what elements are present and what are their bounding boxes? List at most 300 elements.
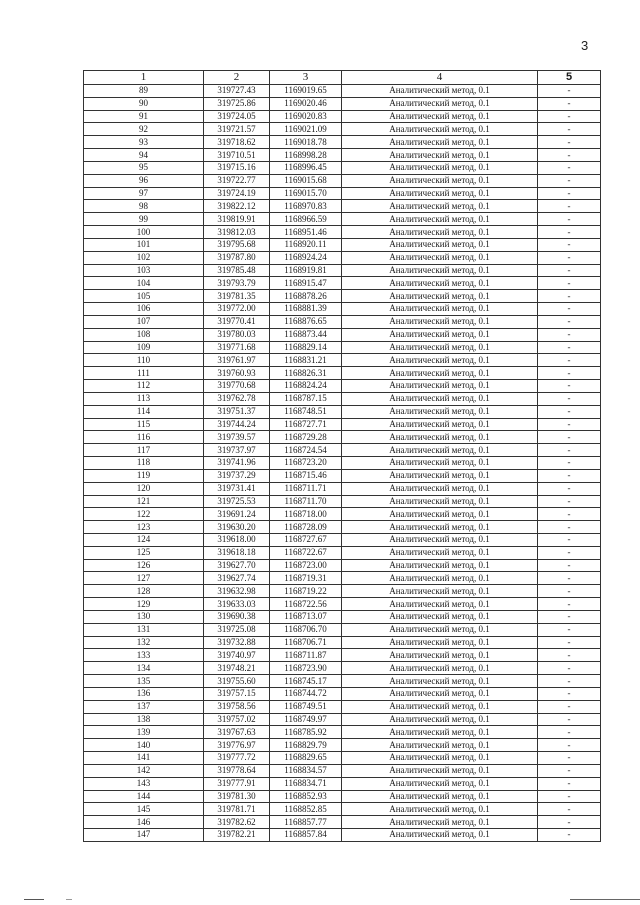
table-row (84, 700, 601, 713)
cell-method: Аналитический метод, 0.1 (342, 97, 538, 110)
cell-method: Аналитический метод, 0.1 (342, 226, 538, 239)
cell-description: - (538, 623, 601, 636)
cell-method: Аналитический метод, 0.1 (342, 739, 538, 752)
cell-description: - (538, 687, 601, 700)
table-body (84, 85, 601, 842)
cell-x: 319761.97 (204, 354, 270, 367)
cell-y: 1168723.00 (270, 559, 342, 572)
cell-method: Аналитический метод, 0.1 (342, 341, 538, 354)
cell-x: 319781.30 (204, 790, 270, 803)
cell-description: - (538, 726, 601, 739)
cell-point-number: 113 (84, 392, 204, 405)
cell-description: - (538, 546, 601, 559)
cell-y: 1169018.78 (270, 136, 342, 149)
cell-y: 1169020.83 (270, 110, 342, 123)
cell-description: - (538, 149, 601, 162)
cell-description: - (538, 367, 601, 380)
cell-point-number: 114 (84, 405, 204, 418)
cell-description: - (538, 533, 601, 546)
cell-y: 1169019.65 (270, 85, 342, 98)
cell-y: 1168728.09 (270, 521, 342, 534)
cell-y: 1168723.90 (270, 662, 342, 675)
page-number: 3 (581, 38, 589, 53)
cell-description: - (538, 290, 601, 303)
cell-description: - (538, 777, 601, 790)
cell-x: 319725.08 (204, 623, 270, 636)
cell-y: 1168951.46 (270, 226, 342, 239)
cell-point-number: 119 (84, 469, 204, 482)
cell-x: 319721.57 (204, 123, 270, 136)
cell-method: Аналитический метод, 0.1 (342, 598, 538, 611)
cell-description: - (538, 649, 601, 662)
cell-point-number: 94 (84, 149, 204, 162)
cell-y: 1168706.70 (270, 623, 342, 636)
table-row (84, 328, 601, 341)
cell-method: Аналитический метод, 0.1 (342, 713, 538, 726)
cell-description: - (538, 521, 601, 534)
cell-description: - (538, 123, 601, 136)
cell-x: 319627.70 (204, 559, 270, 572)
cell-point-number: 100 (84, 226, 204, 239)
table-row (84, 752, 601, 765)
cell-x: 319748.21 (204, 662, 270, 675)
cell-method: Аналитический метод, 0.1 (342, 444, 538, 457)
cell-point-number: 135 (84, 675, 204, 688)
cell-description: - (538, 572, 601, 585)
cell-description: - (538, 200, 601, 213)
cell-description: - (538, 226, 601, 239)
cell-x: 319812.03 (204, 226, 270, 239)
cell-x: 319741.96 (204, 457, 270, 470)
cell-point-number: 92 (84, 123, 204, 136)
cell-y: 1168719.31 (270, 572, 342, 585)
cell-method: Аналитический метод, 0.1 (342, 418, 538, 431)
cell-description: - (538, 303, 601, 316)
cell-method: Аналитический метод, 0.1 (342, 623, 538, 636)
cell-x: 319760.93 (204, 367, 270, 380)
cell-description: - (538, 764, 601, 777)
cell-method: Аналитический метод, 0.1 (342, 816, 538, 829)
cell-method: Аналитический метод, 0.1 (342, 354, 538, 367)
cell-method: Аналитический метод, 0.1 (342, 303, 538, 316)
cell-method: Аналитический метод, 0.1 (342, 136, 538, 149)
cell-method: Аналитический метод, 0.1 (342, 123, 538, 136)
cell-x: 319710.51 (204, 149, 270, 162)
cell-x: 319727.43 (204, 85, 270, 98)
cell-description: - (538, 675, 601, 688)
cell-y: 1169015.68 (270, 174, 342, 187)
cell-y: 1168718.00 (270, 508, 342, 521)
cell-point-number: 124 (84, 533, 204, 546)
cell-method: Аналитический метод, 0.1 (342, 675, 538, 688)
cell-x: 319737.29 (204, 469, 270, 482)
cell-x: 319777.91 (204, 777, 270, 790)
cell-point-number: 125 (84, 546, 204, 559)
table-row (84, 585, 601, 598)
cell-description: - (538, 315, 601, 328)
cell-method: Аналитический метод, 0.1 (342, 110, 538, 123)
table-row (84, 431, 601, 444)
table-row (84, 315, 601, 328)
cell-description: - (538, 482, 601, 495)
cell-point-number: 133 (84, 649, 204, 662)
table-row (84, 662, 601, 675)
cell-y: 1168824.24 (270, 380, 342, 393)
cell-x: 319731.41 (204, 482, 270, 495)
cell-point-number: 140 (84, 739, 204, 752)
cell-description: - (538, 585, 601, 598)
cell-point-number: 106 (84, 303, 204, 316)
table-row (84, 238, 601, 251)
cell-x: 319724.05 (204, 110, 270, 123)
cell-point-number: 129 (84, 598, 204, 611)
cell-method: Аналитический метод, 0.1 (342, 764, 538, 777)
cell-description: - (538, 790, 601, 803)
table-row (84, 405, 601, 418)
cell-description: - (538, 508, 601, 521)
cell-method: Аналитический метод, 0.1 (342, 405, 538, 418)
cell-method: Аналитический метод, 0.1 (342, 457, 538, 470)
cell-point-number: 90 (84, 97, 204, 110)
cell-point-number: 130 (84, 610, 204, 623)
cell-y: 1168831.21 (270, 354, 342, 367)
coordinates-table (83, 70, 601, 842)
cell-y: 1169021.09 (270, 123, 342, 136)
cell-y: 1169020.46 (270, 97, 342, 110)
table-row (84, 290, 601, 303)
cell-x: 319787.80 (204, 251, 270, 264)
cell-point-number: 144 (84, 790, 204, 803)
cell-description: - (538, 495, 601, 508)
table-row (84, 303, 601, 316)
cell-method: Аналитический метод, 0.1 (342, 508, 538, 521)
table-row (84, 636, 601, 649)
cell-y: 1168724.54 (270, 444, 342, 457)
cell-method: Аналитический метод, 0.1 (342, 367, 538, 380)
cell-y: 1168748.51 (270, 405, 342, 418)
cell-method: Аналитический метод, 0.1 (342, 585, 538, 598)
cell-point-number: 139 (84, 726, 204, 739)
cell-point-number: 110 (84, 354, 204, 367)
cell-method: Аналитический метод, 0.1 (342, 752, 538, 765)
cell-point-number: 123 (84, 521, 204, 534)
cell-method: Аналитический метод, 0.1 (342, 380, 538, 393)
cell-point-number: 127 (84, 572, 204, 585)
cell-point-number: 118 (84, 457, 204, 470)
column-header-point-number: 1 (84, 71, 204, 85)
cell-method: Аналитический метод, 0.1 (342, 521, 538, 534)
cell-y: 1168727.67 (270, 533, 342, 546)
cell-x: 319772.00 (204, 303, 270, 316)
table-row (84, 161, 601, 174)
cell-point-number: 146 (84, 816, 204, 829)
table-row (84, 444, 601, 457)
cell-method: Аналитический метод, 0.1 (342, 431, 538, 444)
table-row (84, 559, 601, 572)
cell-description: - (538, 174, 601, 187)
table-row (84, 777, 601, 790)
cell-y: 1168852.93 (270, 790, 342, 803)
column-header-x: 2 (204, 71, 270, 85)
cell-point-number: 126 (84, 559, 204, 572)
cell-method: Аналитический метод, 0.1 (342, 495, 538, 508)
table-row (84, 136, 601, 149)
cell-description: - (538, 739, 601, 752)
table-row (84, 85, 601, 98)
table-row (84, 610, 601, 623)
cell-x: 319755.60 (204, 675, 270, 688)
cell-point-number: 109 (84, 341, 204, 354)
cell-x: 319762.78 (204, 392, 270, 405)
cell-x: 319782.21 (204, 829, 270, 842)
cell-description: - (538, 700, 601, 713)
cell-description: - (538, 598, 601, 611)
table-row (84, 726, 601, 739)
cell-point-number: 112 (84, 380, 204, 393)
cell-point-number: 99 (84, 213, 204, 226)
cell-description: - (538, 431, 601, 444)
cell-method: Аналитический метод, 0.1 (342, 213, 538, 226)
cell-y: 1168998.28 (270, 149, 342, 162)
cell-point-number: 97 (84, 187, 204, 200)
cell-y: 1168706.71 (270, 636, 342, 649)
cell-method: Аналитический метод, 0.1 (342, 687, 538, 700)
cell-x: 319718.62 (204, 136, 270, 149)
cell-x: 319758.56 (204, 700, 270, 713)
table-row (84, 713, 601, 726)
cell-method: Аналитический метод, 0.1 (342, 315, 538, 328)
cell-x: 319725.53 (204, 495, 270, 508)
cell-point-number: 111 (84, 367, 204, 380)
cell-point-number: 120 (84, 482, 204, 495)
cell-x: 319793.79 (204, 277, 270, 290)
cell-point-number: 91 (84, 110, 204, 123)
cell-x: 319770.68 (204, 380, 270, 393)
cell-x: 319767.63 (204, 726, 270, 739)
table-row (84, 418, 601, 431)
cell-y: 1168826.31 (270, 367, 342, 380)
cell-y: 1168785.92 (270, 726, 342, 739)
cell-description: - (538, 636, 601, 649)
cell-point-number: 121 (84, 495, 204, 508)
cell-y: 1168749.97 (270, 713, 342, 726)
cell-y: 1168713.07 (270, 610, 342, 623)
cell-method: Аналитический метод, 0.1 (342, 238, 538, 251)
cell-point-number: 95 (84, 161, 204, 174)
table-row (84, 367, 601, 380)
table-row (84, 623, 601, 636)
cell-y: 1168829.79 (270, 739, 342, 752)
cell-x: 319737.97 (204, 444, 270, 457)
cell-point-number: 107 (84, 315, 204, 328)
cell-point-number: 116 (84, 431, 204, 444)
cell-description: - (538, 752, 601, 765)
cell-point-number: 105 (84, 290, 204, 303)
cell-description: - (538, 380, 601, 393)
cell-description: - (538, 392, 601, 405)
table-row (84, 508, 601, 521)
cell-method: Аналитический метод, 0.1 (342, 777, 538, 790)
cell-x: 319782.62 (204, 816, 270, 829)
cell-y: 1168727.71 (270, 418, 342, 431)
cell-description: - (538, 610, 601, 623)
cell-point-number: 102 (84, 251, 204, 264)
cell-point-number: 136 (84, 687, 204, 700)
cell-description: - (538, 110, 601, 123)
cell-y: 1168878.26 (270, 290, 342, 303)
cell-point-number: 128 (84, 585, 204, 598)
table-row (84, 174, 601, 187)
table-row (84, 97, 601, 110)
cell-y: 1168857.84 (270, 829, 342, 842)
cell-description: - (538, 444, 601, 457)
cell-y: 1168749.51 (270, 700, 342, 713)
cell-method: Аналитический метод, 0.1 (342, 829, 538, 842)
cell-method: Аналитический метод, 0.1 (342, 85, 538, 98)
table-row (84, 495, 601, 508)
cell-point-number: 137 (84, 700, 204, 713)
cell-description: - (538, 713, 601, 726)
cell-y: 1168829.14 (270, 341, 342, 354)
cell-y: 1168857.77 (270, 816, 342, 829)
cell-y: 1168852.85 (270, 803, 342, 816)
cell-description: - (538, 97, 601, 110)
table-row (84, 790, 601, 803)
cell-description: - (538, 85, 601, 98)
column-header-y: 3 (270, 71, 342, 85)
table-row (84, 803, 601, 816)
cell-method: Аналитический метод, 0.1 (342, 803, 538, 816)
cell-method: Аналитический метод, 0.1 (342, 264, 538, 277)
cell-method: Аналитический метод, 0.1 (342, 559, 538, 572)
cell-y: 1168834.71 (270, 777, 342, 790)
table-row (84, 457, 601, 470)
cell-description: - (538, 136, 601, 149)
cell-method: Аналитический метод, 0.1 (342, 187, 538, 200)
table-row (84, 392, 601, 405)
cell-description: - (538, 187, 601, 200)
table-row (84, 598, 601, 611)
cell-y: 1168915.47 (270, 277, 342, 290)
table-header-row (84, 71, 601, 85)
cell-x: 319627.74 (204, 572, 270, 585)
cell-method: Аналитический метод, 0.1 (342, 161, 538, 174)
cell-method: Аналитический метод, 0.1 (342, 610, 538, 623)
cell-description: - (538, 405, 601, 418)
cell-x: 319632.98 (204, 585, 270, 598)
table-row (84, 277, 601, 290)
cell-y: 1169015.70 (270, 187, 342, 200)
cell-method: Аналитический метод, 0.1 (342, 482, 538, 495)
cell-x: 319633.03 (204, 598, 270, 611)
cell-y: 1168745.17 (270, 675, 342, 688)
table-row (84, 354, 601, 367)
table-row (84, 649, 601, 662)
cell-method: Аналитический метод, 0.1 (342, 251, 538, 264)
cell-description: - (538, 354, 601, 367)
cell-x: 319781.35 (204, 290, 270, 303)
cell-method: Аналитический метод, 0.1 (342, 726, 538, 739)
cell-method: Аналитический метод, 0.1 (342, 662, 538, 675)
cell-description: - (538, 251, 601, 264)
table-row (84, 341, 601, 354)
cell-y: 1168711.70 (270, 495, 342, 508)
cell-point-number: 115 (84, 418, 204, 431)
table-row (84, 200, 601, 213)
table-row (84, 213, 601, 226)
cell-y: 1168966.59 (270, 213, 342, 226)
cell-method: Аналитический метод, 0.1 (342, 636, 538, 649)
column-header-description: 5 (538, 71, 601, 85)
cell-point-number: 98 (84, 200, 204, 213)
cell-x: 319744.24 (204, 418, 270, 431)
cell-method: Аналитический метод, 0.1 (342, 174, 538, 187)
table-row (84, 764, 601, 777)
table-row (84, 149, 601, 162)
cell-x: 319715.16 (204, 161, 270, 174)
cell-point-number: 142 (84, 764, 204, 777)
table-row (84, 739, 601, 752)
table-row (84, 264, 601, 277)
cell-y: 1168711.71 (270, 482, 342, 495)
cell-x: 319757.02 (204, 713, 270, 726)
cell-point-number: 122 (84, 508, 204, 521)
cell-point-number: 96 (84, 174, 204, 187)
cell-method: Аналитический метод, 0.1 (342, 290, 538, 303)
cell-point-number: 104 (84, 277, 204, 290)
cell-description: - (538, 457, 601, 470)
table-row (84, 829, 601, 842)
cell-y: 1168829.65 (270, 752, 342, 765)
cell-method: Аналитический метод, 0.1 (342, 700, 538, 713)
cell-description: - (538, 803, 601, 816)
cell-x: 319777.72 (204, 752, 270, 765)
cell-description: - (538, 328, 601, 341)
cell-x: 319722.77 (204, 174, 270, 187)
cell-method: Аналитический метод, 0.1 (342, 149, 538, 162)
cell-description: - (538, 341, 601, 354)
cell-description: - (538, 264, 601, 277)
cell-description: - (538, 213, 601, 226)
cell-x: 319795.68 (204, 238, 270, 251)
cell-y: 1168996.45 (270, 161, 342, 174)
table-row (84, 546, 601, 559)
cell-point-number: 145 (84, 803, 204, 816)
table-row (84, 572, 601, 585)
cell-description: - (538, 816, 601, 829)
cell-y: 1168924.24 (270, 251, 342, 264)
cell-method: Аналитический метод, 0.1 (342, 533, 538, 546)
cell-y: 1168881.39 (270, 303, 342, 316)
cell-description: - (538, 662, 601, 675)
cell-description: - (538, 829, 601, 842)
column-header-method: 4 (342, 71, 538, 85)
cell-description: - (538, 559, 601, 572)
cell-y: 1168719.22 (270, 585, 342, 598)
cell-y: 1168873.44 (270, 328, 342, 341)
cell-description: - (538, 161, 601, 174)
cell-x: 319725.86 (204, 97, 270, 110)
cell-x: 319785.48 (204, 264, 270, 277)
cell-x: 319770.41 (204, 315, 270, 328)
cell-x: 319618.00 (204, 533, 270, 546)
cell-method: Аналитический метод, 0.1 (342, 277, 538, 290)
cell-point-number: 138 (84, 713, 204, 726)
cell-method: Аналитический метод, 0.1 (342, 572, 538, 585)
cell-y: 1168787.15 (270, 392, 342, 405)
cell-x: 319751.37 (204, 405, 270, 418)
cell-description: - (538, 418, 601, 431)
